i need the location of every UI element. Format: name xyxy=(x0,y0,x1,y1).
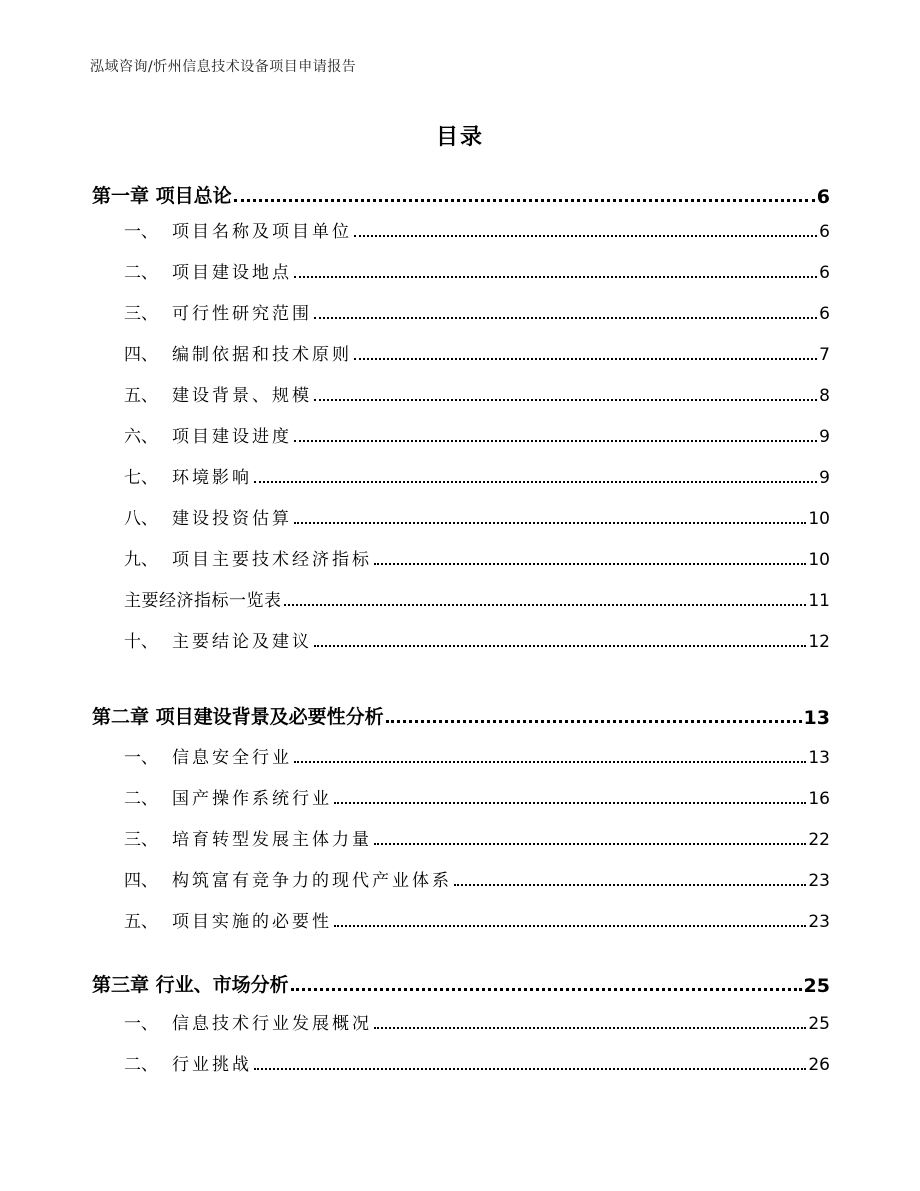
toc-page-number: 6 xyxy=(819,222,830,242)
toc-section-entry[interactable] xyxy=(124,628,830,652)
dot-leader xyxy=(374,563,806,565)
toc-page-number: 12 xyxy=(808,632,830,652)
page-title: 目录 xyxy=(435,125,484,150)
toc-page-number: 9 xyxy=(819,427,830,447)
toc-entry-label: 信息技术行业发展概况 xyxy=(172,1014,372,1034)
toc-chapter-entry[interactable] xyxy=(92,971,830,997)
toc-entry-label: 项目建设地点 xyxy=(172,263,292,283)
toc-entry-number: 一、 xyxy=(124,222,158,242)
dot-leader xyxy=(354,235,817,237)
dot-leader xyxy=(254,1068,806,1070)
toc-section-entry[interactable] xyxy=(124,464,830,488)
dot-leader xyxy=(314,317,817,319)
dot-leader xyxy=(314,399,817,401)
dot-leader xyxy=(284,604,807,606)
toc-entry-number: 三、 xyxy=(124,304,158,324)
toc-entry-label: 国产操作系统行业 xyxy=(172,789,332,809)
toc-page-number: 6 xyxy=(819,263,830,283)
toc-page-number: 13 xyxy=(808,748,830,768)
toc-page-number: 11 xyxy=(808,591,830,611)
toc-entry-number: 五、 xyxy=(124,912,158,932)
toc-page-number: 25 xyxy=(803,975,830,997)
dot-leader xyxy=(294,440,817,442)
dot-leader xyxy=(254,481,817,483)
toc-entry-label: 项目主要技术经济指标 xyxy=(172,550,372,570)
toc-page-number: 23 xyxy=(808,871,830,891)
toc-page-number: 9 xyxy=(819,468,830,488)
toc-entry-label: 第一章 项目总论 xyxy=(92,185,232,207)
toc-entry-label: 项目实施的必要性 xyxy=(172,912,332,932)
toc-entry-label: 主要经济指标一览表 xyxy=(124,591,282,611)
toc-section-entry[interactable] xyxy=(124,300,830,324)
toc-entry-number: 五、 xyxy=(124,386,158,406)
toc-entry-label: 信息安全行业 xyxy=(172,748,292,768)
toc-section-entry[interactable] xyxy=(124,826,830,850)
dot-leader xyxy=(386,720,802,723)
toc-entry-label: 第二章 项目建设背景及必要性分析 xyxy=(92,706,384,728)
toc-entry-number: 三、 xyxy=(124,830,158,850)
toc-entry-label: 建设投资估算 xyxy=(172,509,292,529)
toc-section-entry[interactable] xyxy=(124,341,830,365)
toc-chapter-entry[interactable] xyxy=(92,703,830,729)
toc-entry-number: 一、 xyxy=(124,748,158,768)
toc-entry-number: 二、 xyxy=(124,263,158,283)
toc-entry-number: 二、 xyxy=(124,1055,158,1075)
toc-page-number: 8 xyxy=(819,386,830,406)
dot-leader xyxy=(374,843,806,845)
dot-leader xyxy=(334,802,806,804)
toc-entry-label: 项目名称及项目单位 xyxy=(172,222,352,242)
toc-page-number: 22 xyxy=(808,830,830,850)
dot-leader xyxy=(354,358,817,360)
dot-leader xyxy=(234,199,815,202)
toc-entry-label: 主要结论及建议 xyxy=(172,632,312,652)
toc-page-number: 6 xyxy=(816,186,830,208)
toc-section-entry[interactable] xyxy=(124,867,830,891)
toc-entry-number: 四、 xyxy=(124,345,158,365)
toc-chapter-entry[interactable] xyxy=(92,182,830,208)
toc-entry-label: 项目建设进度 xyxy=(172,427,292,447)
toc-page-number: 10 xyxy=(808,509,830,529)
toc-entry-label: 第三章 行业、市场分析 xyxy=(92,974,289,996)
toc-section-entry[interactable] xyxy=(124,382,830,406)
toc-entry-number: 八、 xyxy=(124,509,158,529)
toc-entry-number: 十、 xyxy=(124,632,158,652)
toc-page-number: 26 xyxy=(808,1055,830,1075)
toc-section-entry[interactable] xyxy=(124,785,830,809)
dot-leader xyxy=(454,884,806,886)
dot-leader xyxy=(294,276,817,278)
toc-section-entry[interactable] xyxy=(124,1051,830,1075)
toc-section-entry[interactable] xyxy=(124,908,830,932)
toc-entry-number: 九、 xyxy=(124,550,158,570)
toc-entry-label: 可行性研究范围 xyxy=(172,304,312,324)
toc-entry-label: 构筑富有竞争力的现代产业体系 xyxy=(172,871,452,891)
dot-leader xyxy=(314,645,806,647)
toc-section-entry[interactable] xyxy=(124,1010,830,1034)
toc-page-number: 16 xyxy=(808,789,830,809)
toc-entry-number: 七、 xyxy=(124,468,158,488)
toc-page-number: 25 xyxy=(808,1014,830,1034)
toc-entry-label: 行业挑战 xyxy=(172,1055,252,1075)
toc-page-number: 13 xyxy=(803,707,830,729)
dot-leader xyxy=(294,522,806,524)
toc-entry-number: 二、 xyxy=(124,789,158,809)
toc-section-entry[interactable] xyxy=(124,218,830,242)
toc-entry-label: 建设背景、规模 xyxy=(172,386,312,406)
toc-section-entry[interactable] xyxy=(124,423,830,447)
toc-entry-label: 环境影响 xyxy=(172,468,252,488)
dot-leader xyxy=(334,925,806,927)
page-header: 泓域咨询/忻州信息技术设备项目申请报告 xyxy=(90,59,357,75)
toc-entry-number: 四、 xyxy=(124,871,158,891)
toc-page-number: 7 xyxy=(819,345,830,365)
toc-section-entry[interactable] xyxy=(124,744,830,768)
toc-section-entry[interactable] xyxy=(124,505,830,529)
toc-entry-number: 六、 xyxy=(124,427,158,447)
toc-entry-label: 培育转型发展主体力量 xyxy=(172,830,372,850)
dot-leader xyxy=(294,761,806,763)
toc-section-entry[interactable] xyxy=(124,259,830,283)
toc-section-entry[interactable] xyxy=(124,546,830,570)
toc-page-number: 6 xyxy=(819,304,830,324)
toc-section-entry[interactable] xyxy=(124,587,830,611)
toc-entry-label: 编制依据和技术原则 xyxy=(172,345,352,365)
dot-leader xyxy=(291,988,802,991)
toc-page-number: 23 xyxy=(808,912,830,932)
toc-entry-number: 一、 xyxy=(124,1014,158,1034)
toc-page-number: 10 xyxy=(808,550,830,570)
dot-leader xyxy=(374,1027,806,1029)
